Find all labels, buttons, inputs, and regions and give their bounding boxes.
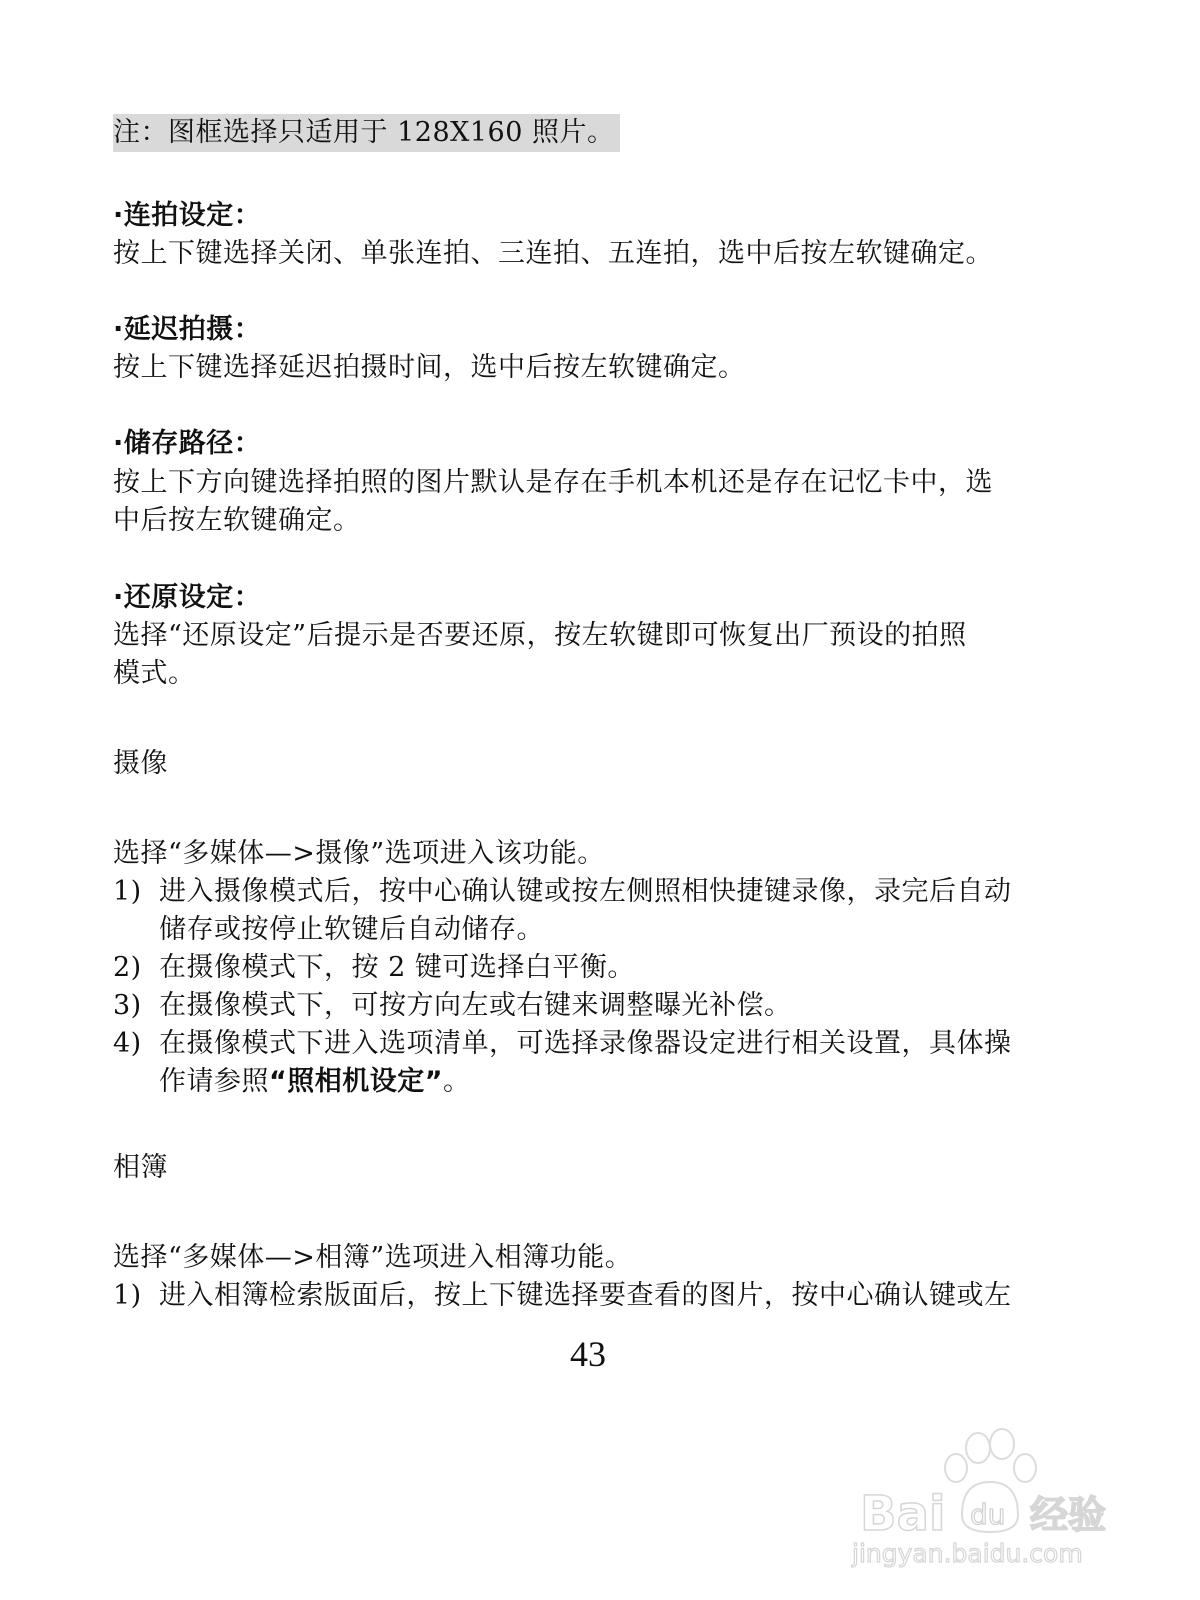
list-text-suffix: 。 [443, 1066, 471, 1097]
list-text: 进入摄像模式后，按中心确认键或按左侧照相快捷键录像，录完后自动 [159, 876, 1012, 907]
list-text-prefix: 作请参照 [159, 1066, 269, 1097]
section-title-burst: ·连拍设定： [113, 200, 262, 231]
section-title-restore: ·还原设定： [113, 582, 262, 613]
video-list-item-1-cont: 储存或按停止软键后自动储存。 [159, 914, 544, 945]
section-title-storage: ·储存路径： [113, 428, 262, 459]
video-list-item-4-cont [159, 1064, 471, 1100]
list-number: 3) [113, 990, 142, 1021]
section-body-restore-line1: 选择“还原设定”后提示是否要还原，按左软键即可恢复出厂预设的拍照 [113, 620, 967, 651]
video-list-item-3 [113, 988, 792, 1024]
list-number: 1) [113, 1280, 142, 1311]
note-text: 注：图框选择只适用于 128X160 照片。 [113, 117, 615, 148]
section-body-storage-line2: 中后按左软键确定。 [113, 505, 361, 536]
video-list-item-2 [113, 950, 635, 986]
video-list-item-4 [113, 1026, 1012, 1062]
watermark-brand: Bai [860, 1486, 946, 1542]
section-title-delay: ·延迟拍摄： [113, 314, 262, 345]
section-body-storage-line1: 按上下方向键选择拍照的图片默认是存在手机本机还是存在记忆卡中，选 [113, 467, 993, 498]
list-number: 4) [113, 1028, 142, 1059]
video-intro: 选择“多媒体—>摄像”选项进入该功能。 [113, 838, 605, 869]
list-number: 1) [113, 876, 142, 907]
paw-logo-icon [850, 1420, 1120, 1570]
watermark-url: jingyan.baidu.com [852, 1539, 1083, 1568]
section-body-burst: 按上下键选择关闭、单张连拍、三连拍、五连拍，选中后按左软键确定。 [113, 238, 993, 269]
section-body-restore-line2: 模式。 [113, 658, 196, 689]
video-list-item-1 [113, 874, 1012, 910]
baidu-jingyan-watermark [850, 1420, 1120, 1570]
list-text: 在摄像模式下，可按方向左或右键来调整曝光补偿。 [159, 990, 792, 1021]
note-highlight [113, 114, 620, 152]
heading-video: 摄像 [113, 748, 168, 779]
list-number: 2) [113, 952, 142, 983]
album-list-item-1 [113, 1278, 1012, 1314]
watermark-cn: 经验 [1030, 1493, 1107, 1537]
page-number: 43 [570, 1334, 606, 1374]
list-text: 在摄像模式下，按 2 键可选择白平衡。 [159, 952, 635, 983]
section-body-delay: 按上下键选择延迟拍摄时间，选中后按左软键确定。 [113, 352, 746, 383]
watermark-paw-text: du [970, 1498, 1006, 1531]
album-intro: 选择“多媒体—>相簿”选项进入相簿功能。 [113, 1242, 633, 1273]
list-text: 进入相簿检索版面后，按上下键选择要查看的图片，按中心确认键或左 [159, 1280, 1012, 1311]
list-text: 在摄像模式下进入选项清单，可选择录像器设定进行相关设置，具体操 [159, 1028, 1012, 1059]
heading-album: 相簿 [113, 1152, 168, 1183]
cross-reference: “照相机设定” [269, 1066, 443, 1097]
